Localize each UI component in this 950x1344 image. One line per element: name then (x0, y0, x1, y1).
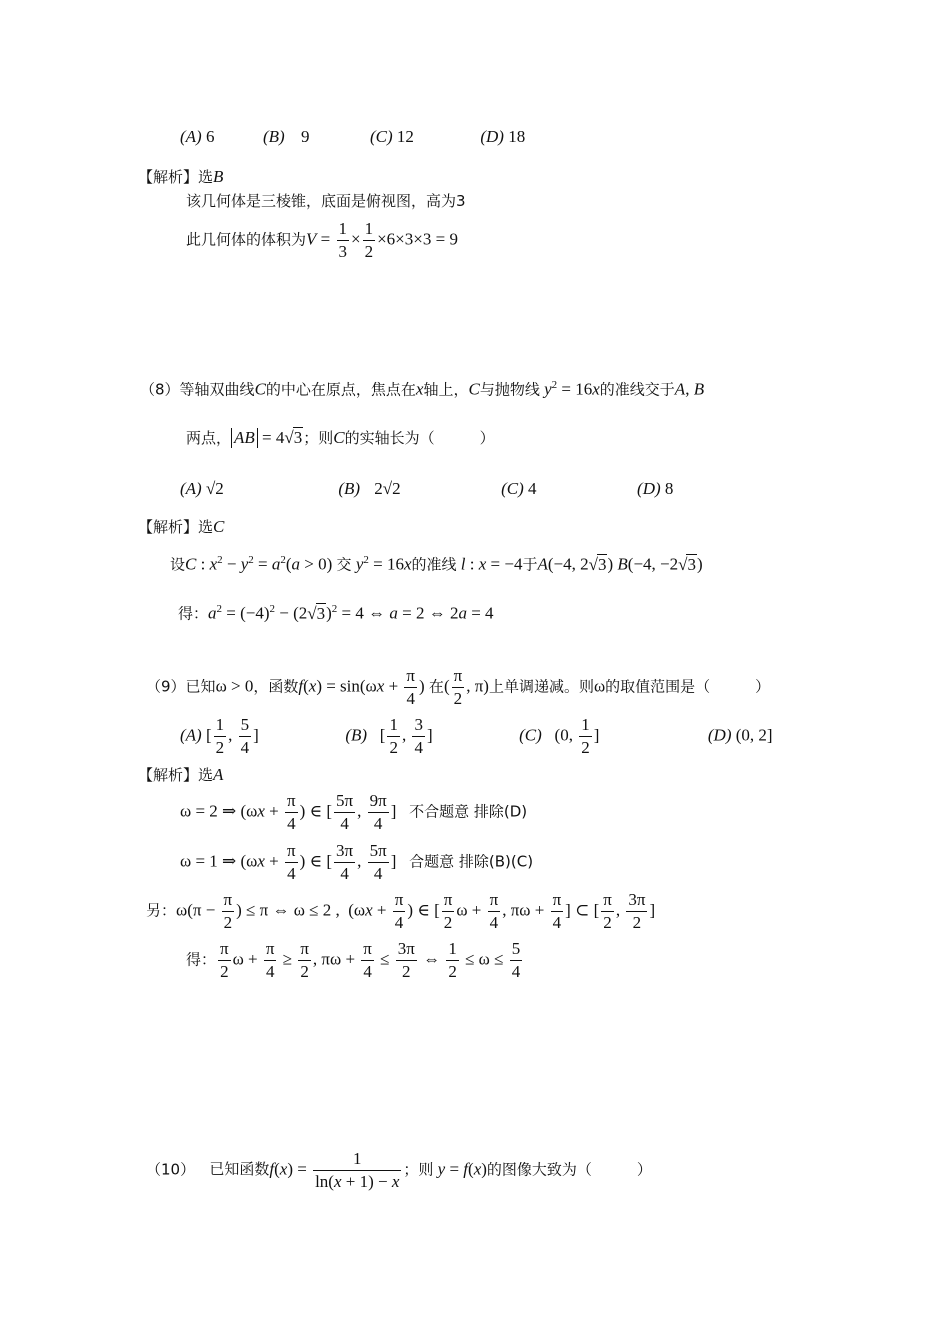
q8-solution-line2: 得：$a^2 = (-4)^2 - (2√3)^2 = 4$ ⇔ a = 2 ⇔ 2a = 4 (178, 603, 494, 623)
q10-stem: （10） 已知函数f(x) = $\frac{1}{\ln(x + 1) - x}$ ；则 y = f(x)的图像大致为（ ） (146, 1149, 652, 1191)
q8-text-c: 轴上， (423, 380, 469, 399)
q8-text-f: 两点， (186, 429, 232, 447)
q8-option-d-label: (D) (637, 479, 661, 498)
q7-choice: B (213, 167, 224, 186)
q8-text-h: 的实轴长为（ ） (344, 429, 495, 447)
q7-option-d-label: (D) (480, 127, 504, 146)
q8-option-b-label: (B) (338, 479, 361, 498)
q7-option-a-value: 6 (205, 127, 215, 146)
q9-text-d: 上单调递减。则 (488, 677, 594, 696)
q8-analysis (138, 518, 224, 535)
q9-options: (A) [ $\frac{1}{2}$ , $\frac{5}{4}$ ] (B) [ $\frac{1}{2}$ , $\frac{3}{4}$ ] (C) (0, $\frac{1}{2}$ ] (D) (0, 2] (180, 715, 773, 757)
q8-sol1-prefix: 设 (170, 555, 186, 574)
q7-analysis (138, 168, 223, 185)
q9-another: 另： (146, 901, 177, 920)
q10-text-a: 已知函数 (209, 1160, 270, 1179)
q8-text-e: 的准线交于 (599, 380, 675, 399)
q8-sol2-prefix: 得： (178, 604, 209, 623)
q9-solution-line2: ω = 1 ⇒ (ωx + $\frac{\pi}{4}$ ) ∈ [ $\frac{3\pi}{4}$ , $\frac{5\pi}{4}$ ] 合题意 排除(B)(C) (180, 841, 534, 883)
q8-text-a: 等轴双曲线 (179, 380, 255, 399)
q7-option-c-value: 12 (396, 127, 414, 146)
q8-number: （8） (140, 380, 180, 399)
q8-analysis-tag: 【解析】选 (138, 518, 214, 536)
q7-option-a-label: (A) (180, 127, 202, 146)
q9-text-e: 的取值范围是（ ） (605, 677, 771, 696)
q7-solution-line2: 此几何体的体积为V = $\frac{1}{3}$ × $\frac{1}{2}$ ×6×3×3 = 9 (186, 219, 458, 261)
q10-text-b: ；则 (403, 1160, 434, 1179)
q9-note1: 不合题意 排除(D) (409, 802, 528, 821)
q7-volume-tail: ×6×3×3 = 9 (377, 229, 458, 249)
q8-option-c-value: 4 (528, 479, 537, 498)
q8-option-d-value: 8 (664, 479, 674, 498)
q8-solution-line1: 设C : $x^2 - y^2 = a^2(a > 0)$ 交 $y^2 = 16x$的准线 l : x = −4于A(−4, 2√3) B(−4, −2√3) (170, 554, 703, 574)
q8-option-b-value: 2√2 (374, 479, 401, 498)
q9-number: （9） (146, 677, 186, 696)
q8-sol1-mid2: 的准线 (411, 555, 457, 574)
q9-choice: A (213, 765, 224, 784)
q9-stem: （9）已知ω > 0，函数f(x) = sin(ωx + $\frac{\pi}{4}$ ) 在( $\frac{\pi}{2}$ , π)上单调递减。则ω的取值范围是（ ） (146, 666, 771, 708)
q9-analysis-tag: 【解析】选 (138, 766, 214, 784)
q7-volume-prefix: 此几何体的体积为 (186, 230, 307, 249)
q8-option-a-label: (A) (180, 479, 202, 498)
q10-text-c: 的图像大致为（ ） (486, 1160, 652, 1179)
q9-analysis (138, 766, 223, 783)
q7-analysis-tag: 【解析】选 (138, 168, 214, 186)
q7-options (180, 128, 525, 145)
q8-stem-line1: （8）等轴双曲线C的中心在原点，焦点在x轴上，C与抛物线 $y^2 = 16x$的准线交于A, B (140, 379, 705, 399)
q8-text-b: 的中心在原点，焦点在 (265, 380, 416, 399)
q8-sol1-mid3: 于 (522, 555, 538, 574)
q9-text-a: 已知 (185, 677, 216, 696)
q8-option-a-value: √2 (205, 479, 224, 498)
q7-solution-line1: 该几何体是三棱锥，底面是俯视图，高为3 (186, 192, 466, 210)
q8-options (180, 480, 673, 497)
q7-option-d-value: 18 (508, 127, 526, 146)
q8-choice: C (213, 517, 225, 536)
q10-number: （10） (146, 1160, 196, 1179)
q8-option-c-label: (C) (501, 479, 524, 498)
q9-solution-line1: ω = 2 ⇒ (ωx + $\frac{\pi}{4}$ ) ∈ [ $\frac{5\pi}{4}$ , $\frac{9\pi}{4}$ ] 不合题意 排除(D) (180, 791, 528, 833)
q9-solution-line3: 另：ω(π − $\frac{\pi}{2}$ ) ≤ π ⇔ ω ≤ 2 , (ωx + $\frac{\pi}{4}$ ) ∈ [ $\frac{\pi}{2}$ ω + $\frac{\pi}{4}$ , πω + $\frac{\pi}{4}$ ] ⊂ [ $\frac{\pi}{2}$ , $\frac{3\pi}{2}$ ] (146, 890, 656, 932)
q8-stem-line2: 两点， AB = 4√3；则C的实轴长为（ ） (186, 428, 495, 447)
q7-option-b-value: 9 (300, 127, 310, 146)
q9-solution-line4: 得： $\frac{\pi}{2}$ ω + $\frac{\pi}{4}$ ≥ $\frac{\pi}{2}$ , πω + $\frac{\pi}{4}$ ≤ $\frac{3\pi}{2}$ ⇔ $\frac{1}{2}$ ≤ ω ≤ $\frac{5}{4}$ (186, 939, 521, 981)
q7-option-c-label: (C) (369, 127, 393, 146)
q9-note2: 合题意 排除(B)(C) (409, 852, 534, 871)
q9-text-c: 在 (428, 677, 444, 696)
q8-sol1-mid: 交 (336, 555, 352, 574)
q9-get: 得： (186, 950, 217, 969)
q7-option-b-label: (B) (262, 127, 285, 146)
q9-text-b: ，函数 (253, 677, 299, 696)
q8-text-d: 与抛物线 (479, 380, 540, 399)
q8-text-g: ；则 (303, 429, 334, 447)
